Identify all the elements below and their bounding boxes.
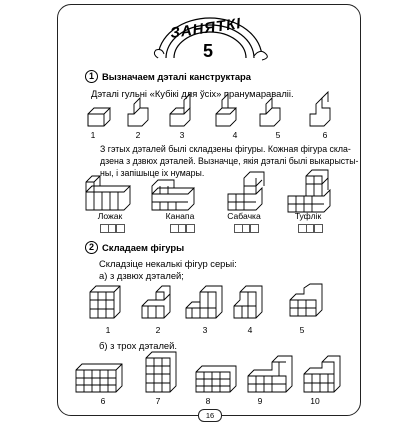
part-label-4: 4 — [232, 130, 238, 140]
answer-box-bed[interactable] — [100, 224, 125, 233]
series-b-label-10: 10 — [310, 396, 320, 406]
section-2-sub-a: а) з дзвюх дэталей; — [99, 270, 184, 281]
series-b-label-8: 8 — [205, 396, 211, 406]
series-a-label-4: 4 — [247, 325, 253, 335]
page-number: 16 — [198, 409, 222, 422]
series-a-label-1: 1 — [105, 325, 111, 335]
figure-caption-shoe: Туфлік — [294, 211, 322, 221]
answer-box-shoe[interactable] — [298, 224, 323, 233]
series-b-drawing — [72, 348, 342, 394]
figures-drawing — [80, 172, 340, 212]
part-label-1: 1 — [90, 130, 96, 140]
header-title: ЗАНЯТКІ — [169, 15, 243, 42]
section-1-task-line-3: ны, і запішыце іх нумары. — [100, 168, 205, 178]
section-2-heading: Складаем фігуры — [102, 242, 185, 253]
answer-box-dog[interactable] — [234, 224, 259, 233]
series-a-label-2: 2 — [155, 325, 161, 335]
part-label-2: 2 — [135, 130, 141, 140]
parts-row-drawing — [84, 98, 344, 132]
series-b-label-7: 7 — [155, 396, 161, 406]
series-b-label-9: 9 — [257, 396, 263, 406]
section-1-heading: Вызначаем дэталі канструктара — [102, 71, 251, 82]
section-1-badge: 1 — [85, 70, 98, 83]
series-b-label-6: 6 — [100, 396, 106, 406]
part-label-3: 3 — [179, 130, 185, 140]
figure-caption-sofa: Канапа — [165, 211, 195, 221]
section-2-badge: 2 — [85, 241, 98, 254]
answer-box-sofa[interactable] — [170, 224, 195, 233]
series-a-label-3: 3 — [202, 325, 208, 335]
figure-caption-bed: Ложак — [97, 211, 123, 221]
section-1-intro: Дэталі гульні «Кубікі для ўсіх» пранумараваліі. — [91, 88, 294, 99]
section-1-task-line-2: дзена з дзвюх дэталей. Вызначце, якія дэталі былі выкарысты- — [100, 156, 359, 166]
figure-caption-dog: Сабачка — [227, 211, 261, 221]
series-a-drawing — [86, 284, 336, 324]
part-label-6: 6 — [322, 130, 328, 140]
section-2-sub-b: б) з трох дэталей. — [99, 340, 177, 351]
lesson-number: 5 — [203, 41, 214, 61]
section-2-instruction: Складзіце некалькі фігур серыі: — [99, 258, 237, 269]
part-label-5: 5 — [275, 130, 281, 140]
series-a-label-5: 5 — [299, 325, 305, 335]
section-1-task-line-1: З гэтых дэталей былі складзены фігуры. Кожная фігура скла- — [100, 144, 351, 154]
